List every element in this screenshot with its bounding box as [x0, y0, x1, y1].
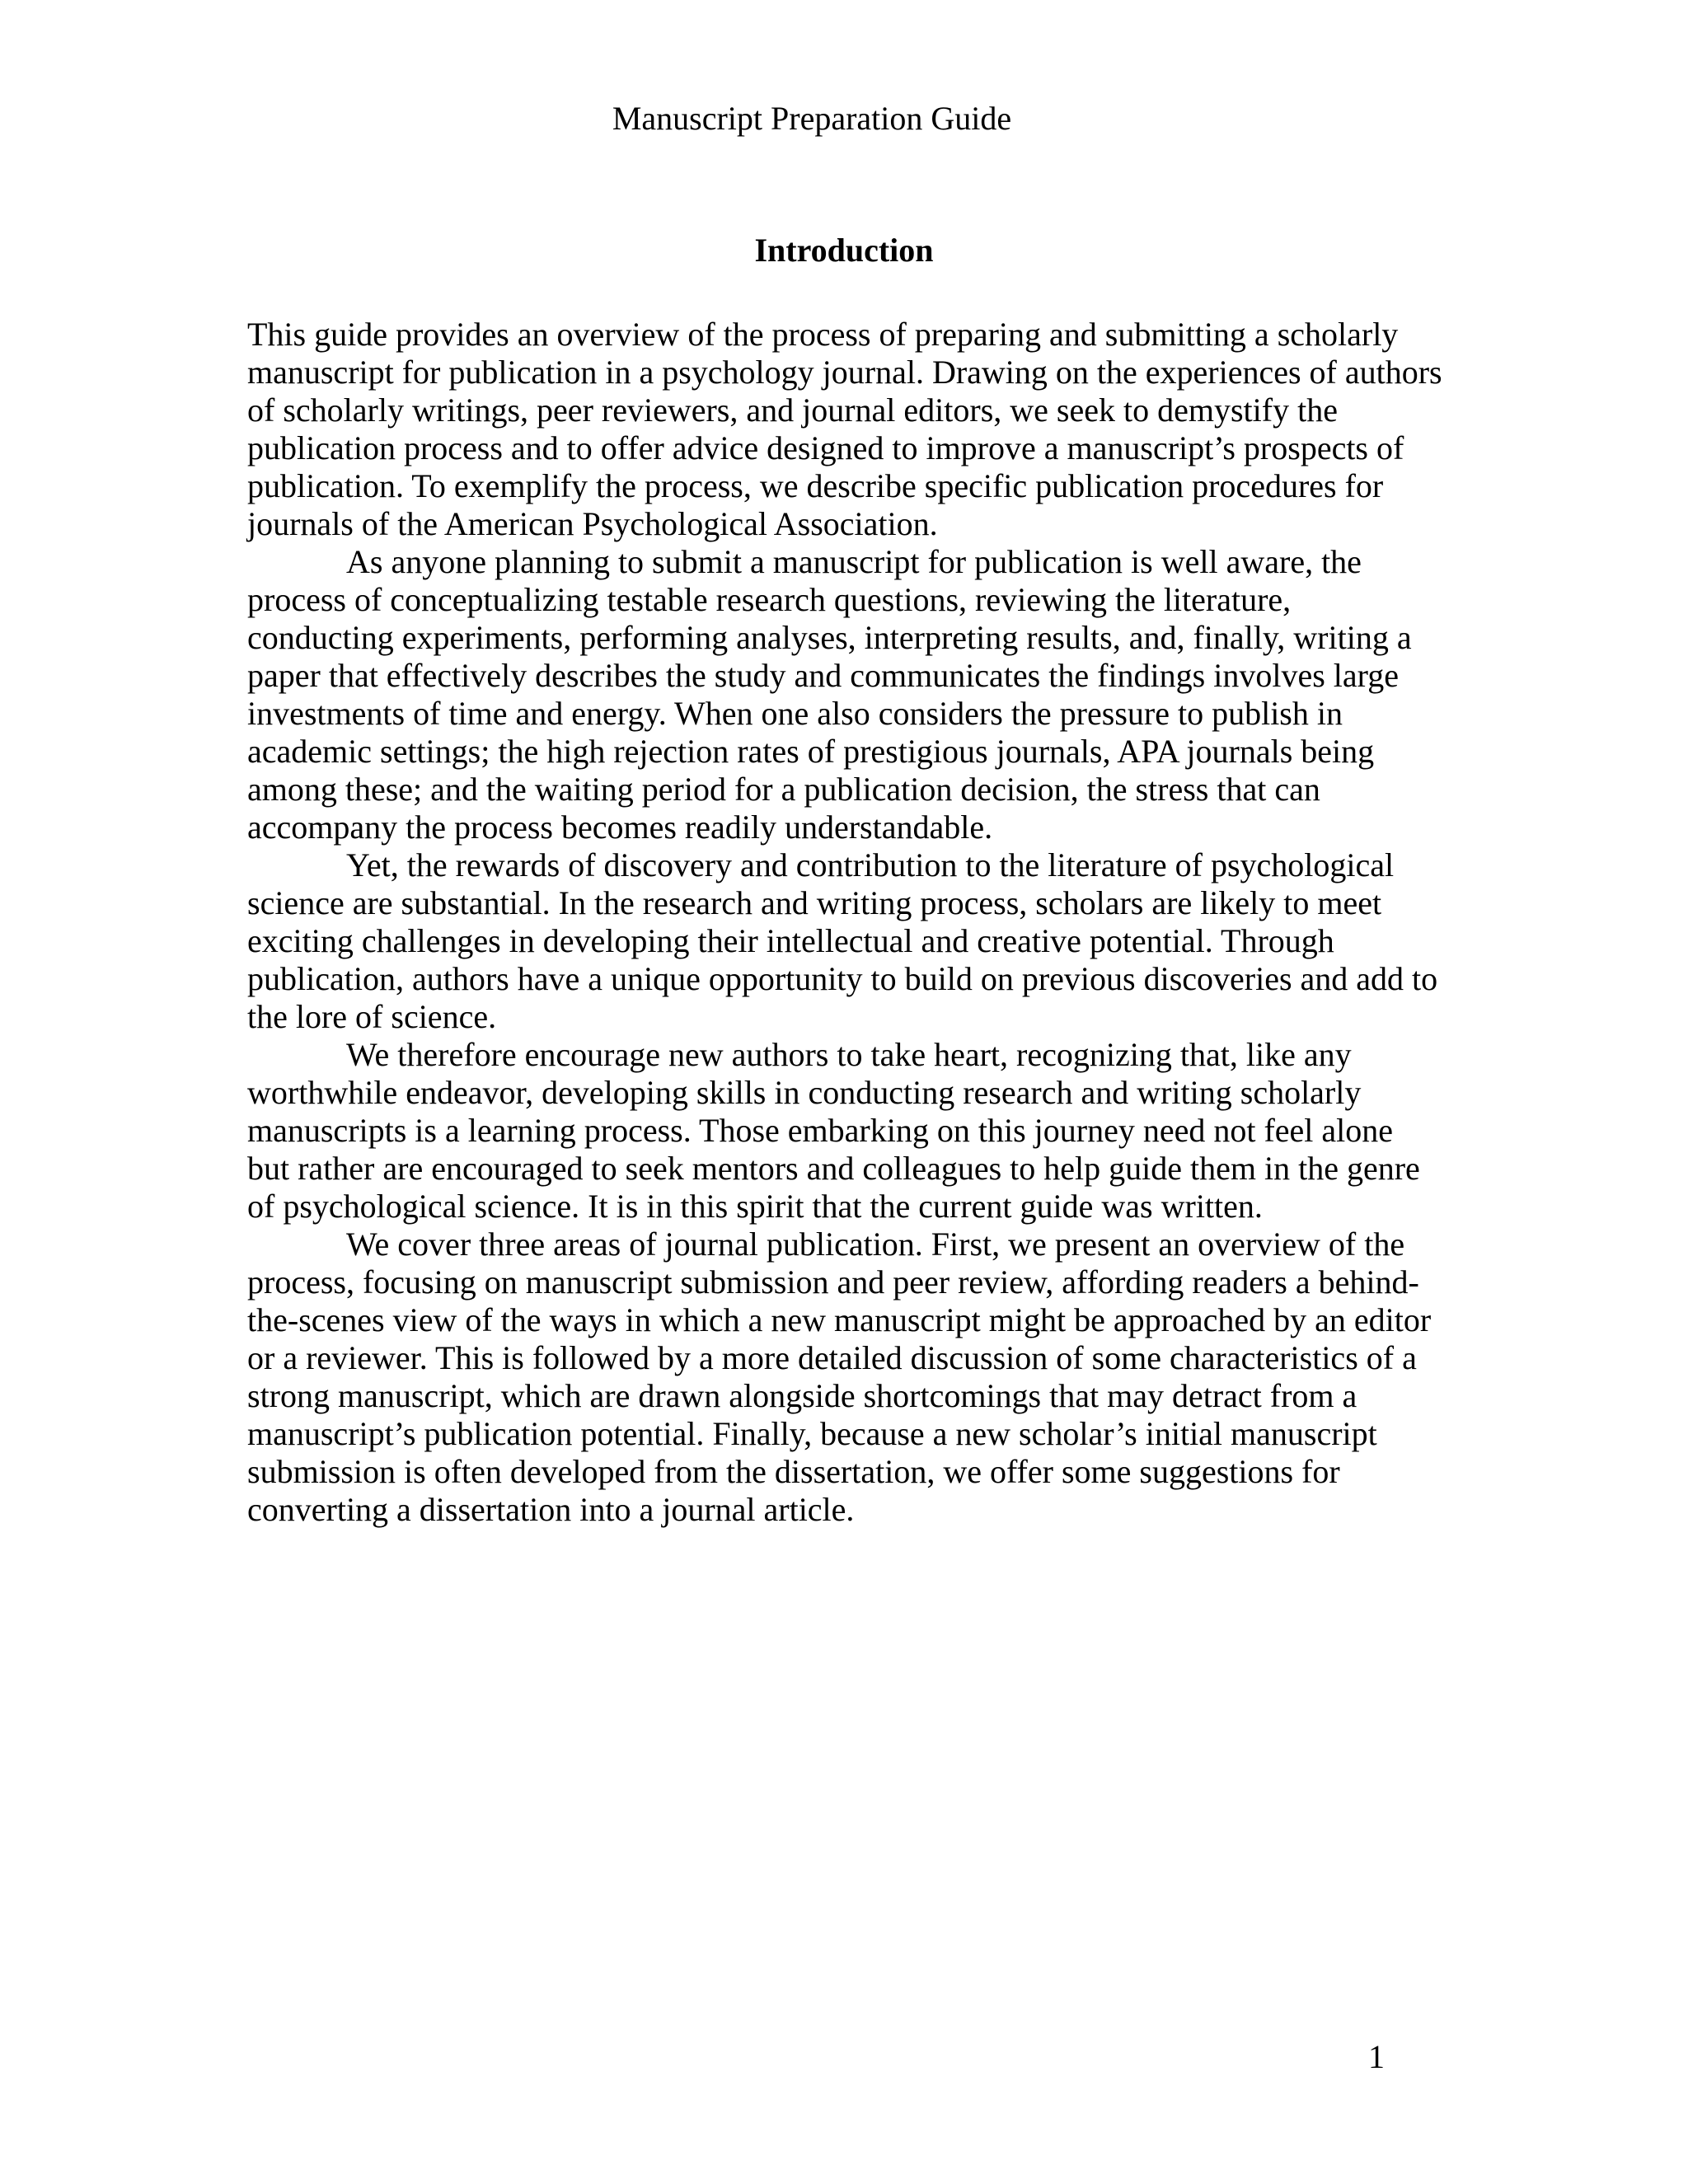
- paragraph-2: As anyone planning to submit a manuscript for publication is well aware, the process of conceptualizing testable research questions, reviewing the literature, conducting experiments, performing analyses, interpreting results, and, finally, writing a paper that effectively describes the study and communicates the findings involves large investments of time and energy. When one also considers the pressure to publish in academic settings; the high rejection rates of prestigious journals, APA journals being among these; and the waiting period for a publication decision, the stress that can accompany the process becomes readily understandable.: [247, 543, 1412, 846]
- paragraph-3: Yet, the rewards of discovery and contribution to the literature of psychological science are substantial. In the research and writing process, scholars are likely to meet exciting challenges in developing their intellectual and creative potential. Through publication, authors have a unique opportunity to build on previous discoveries and add to the lore of science.: [247, 846, 1438, 1035]
- paragraph-1: This guide provides an overview of the process of preparing and submitting a scholarly manuscript for publication in a psychology journal. Drawing on the experiences of authors of scholarly writings, peer reviewers, and journal editors, we seek to demystify the publication process and to offer advice designed to improve a manuscript’s prospects of publication. To exemplify the process, we describe specific publication procedures for journals of the American Psychological Association.: [247, 316, 1442, 542]
- paragraph-4: We therefore encourage new authors to take heart, recognizing that, like any worthwhile endeavor, developing skills in conducting research and writing scholarly manuscripts is a learning process. Those embarking on this journey need not feel alone but rather are encouraged to seek mentors and colleagues to help guide them in the genre of psychological science. It is in this spirit that the current guide was written.: [247, 1036, 1420, 1225]
- section-title: Introduction: [754, 232, 934, 269]
- running-head: Manuscript Preparation Guide: [612, 100, 1012, 137]
- paragraph-5: We cover three areas of journal publication. First, we present an overview of the process, focusing on manuscript submission and peer review, affording readers a behind-the-scenes view of the ways in which a new manuscript might be approached by an editor or a reviewer. This is followed by a more detailed discussion of some characteristics of a strong manuscript, which are drawn alongside shortcomings that may detract from a manuscript’s publication potential. Finally, because a new scholar’s initial manuscript submission is often developed from the dissertation, we offer some suggestions for converting a dissertation into a journal article.: [247, 1226, 1432, 1528]
- page-number: 1: [1368, 2038, 1385, 2075]
- body-text: [247, 316, 1442, 1529]
